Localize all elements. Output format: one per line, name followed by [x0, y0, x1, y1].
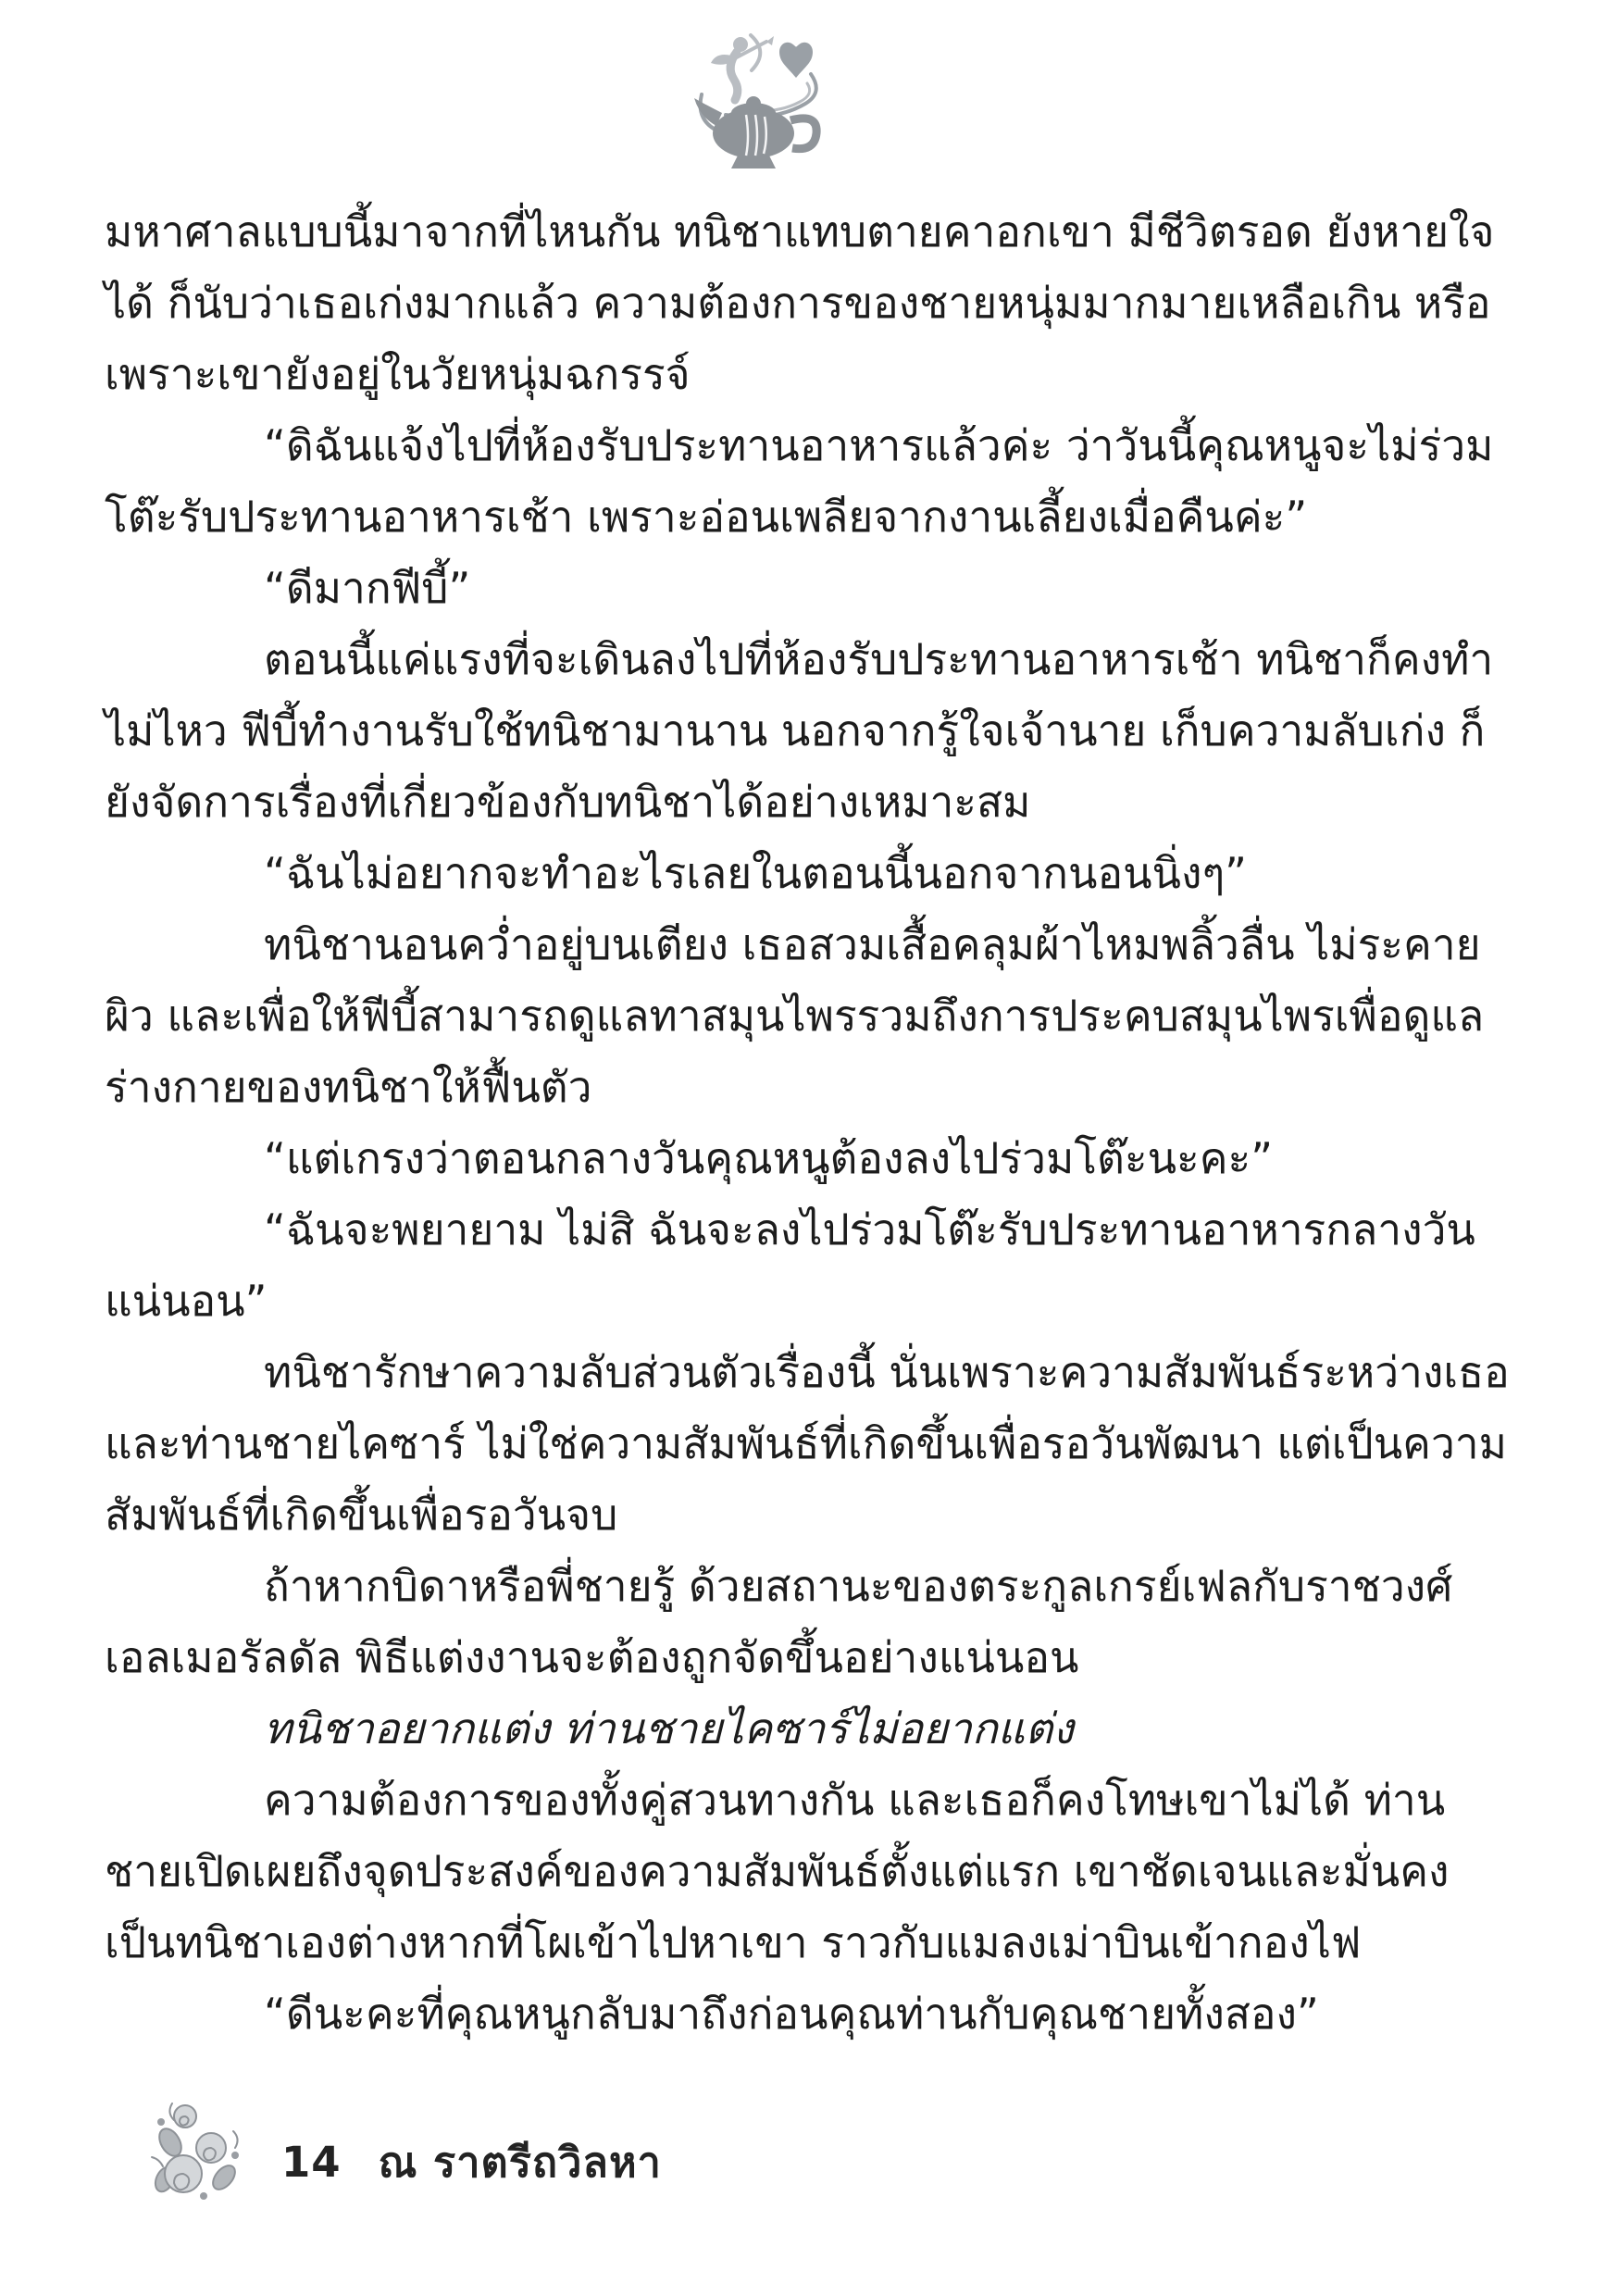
- paragraph-thought: ทนิชาอยากแต่ง ท่านชายไคซาร์ไม่อยากแต่ง: [264, 1703, 1074, 1753]
- paragraph-dialogue: “แต่เกรงว่าตอนกลางวันคุณหนูต้องลงไปร่วมโต๊ะนะคะ”: [264, 1133, 1274, 1183]
- paragraph-dialogue: “ดีนะคะที่คุณหนูกลับมาถึงก่อนคุณท่านกับคุณชายทั้งสอง”: [264, 1989, 1319, 2039]
- flower-bouquet-icon: [144, 2100, 254, 2211]
- page-footer: [144, 2100, 662, 2211]
- paragraph: ความต้องการของทั้งคู่สวนทางกัน และเธอก็คงโทษเขาไม่ได้ ท่านชายเปิดเผยถึงจุดประสงค์ของความสัมพันธ์ตั้งแต่แรก เขาชัดเจนและมั่นคงเป็นทนิชาเองต่างหากที่โผเข้าไปหาเขา ราวกับแมลงเม่าบินเข้ากองไฟ: [105, 1775, 1450, 1967]
- paragraph: ตอนนี้แค่แรงที่จะเดินลงไปที่ห้องรับประทานอาหารเช้า ทนิชาก็คงทำไม่ไหว ฟีบี้ทำงานรับใช้ทนิชามานาน นอกจากรู้ใจเจ้านาย เก็บความลับเก่ง ก็ยังจัดการเรื่องที่เกี่ยวข้องกับทนิชาได้อย่างเหมาะสม: [105, 634, 1494, 827]
- paragraph: ถ้าหากบิดาหรือพี่ชายรู้ ด้วยสถานะของตระกูลเกรย์เฟลกับราชวงศ์เอลเมอรัลดัล พิธีแต่งงานจะต้องถูกจัดขึ้นอย่างแน่นอน: [105, 1561, 1453, 1682]
- running-title: ณ ราตรีถวิลหา: [378, 2138, 662, 2187]
- paragraph: ทนิชารักษาความลับส่วนตัวเรื่องนี้ นั่นเพราะความสัมพันธ์ระหว่างเธอและท่านชายไคซาร์ ไม่ใช่ความสัมพันธ์ที่เกิดขึ้นเพื่อรอวันพัฒนา แต่เป็นความสัมพันธ์ที่เกิดขึ้นเพื่อรอวันจบ: [105, 1347, 1510, 1540]
- paragraph-dialogue: “ดิฉันแจ้งไปที่ห้องรับประทานอาหารแล้วค่ะ ว่าวันนี้คุณหนูจะไม่ร่วมโต๊ะรับประทานอาหารเช้า เพราะอ่อนเพลียจากงานเลี้ยงเมื่อคืนค่ะ”: [105, 420, 1494, 542]
- paragraph-dialogue: “ดีมากฟีบี้”: [264, 563, 471, 613]
- paragraph-dialogue: “ฉันไม่อยากจะทำอะไรเลยในตอนนี้นอกจากนอนนิ่งๆ”: [264, 848, 1247, 898]
- cupid-genie-lamp-icon: [692, 30, 831, 182]
- paragraph-dialogue: “ฉันจะพยายาม ไม่สิ ฉันจะลงไปร่วมโต๊ะรับประทานอาหารกลางวันแน่นอน”: [105, 1204, 1475, 1326]
- paragraph: มหาศาลแบบนี้มาจากที่ไหนกัน ทนิชาแทบตายคาอกเขา มีชีวิตรอด ยังหายใจได้ ก็นับว่าเธอเก่งมากแล้ว ความต้องการของชายหนุ่มมากมายเหลือเกิน หรือเพราะเขายังอยู่ในวัยหนุ่มฉกรรจ์: [105, 206, 1495, 399]
- page-text-block: [105, 196, 1513, 2050]
- paragraph: ทนิชานอนคว่ำอยู่บนเตียง เธอสวมเสื้อคลุมผ้าไหมพลิ้วลื่น ไม่ระคายผิว และเพื่อให้ฟีบี้สามารถดูแลทาสมุนไพรรวมถึงการประคบสมุนไพรเพื่อดูแลร่างกายของทนิชาให้ฟื้นตัว: [105, 919, 1485, 1112]
- page-number: 14: [281, 2138, 342, 2187]
